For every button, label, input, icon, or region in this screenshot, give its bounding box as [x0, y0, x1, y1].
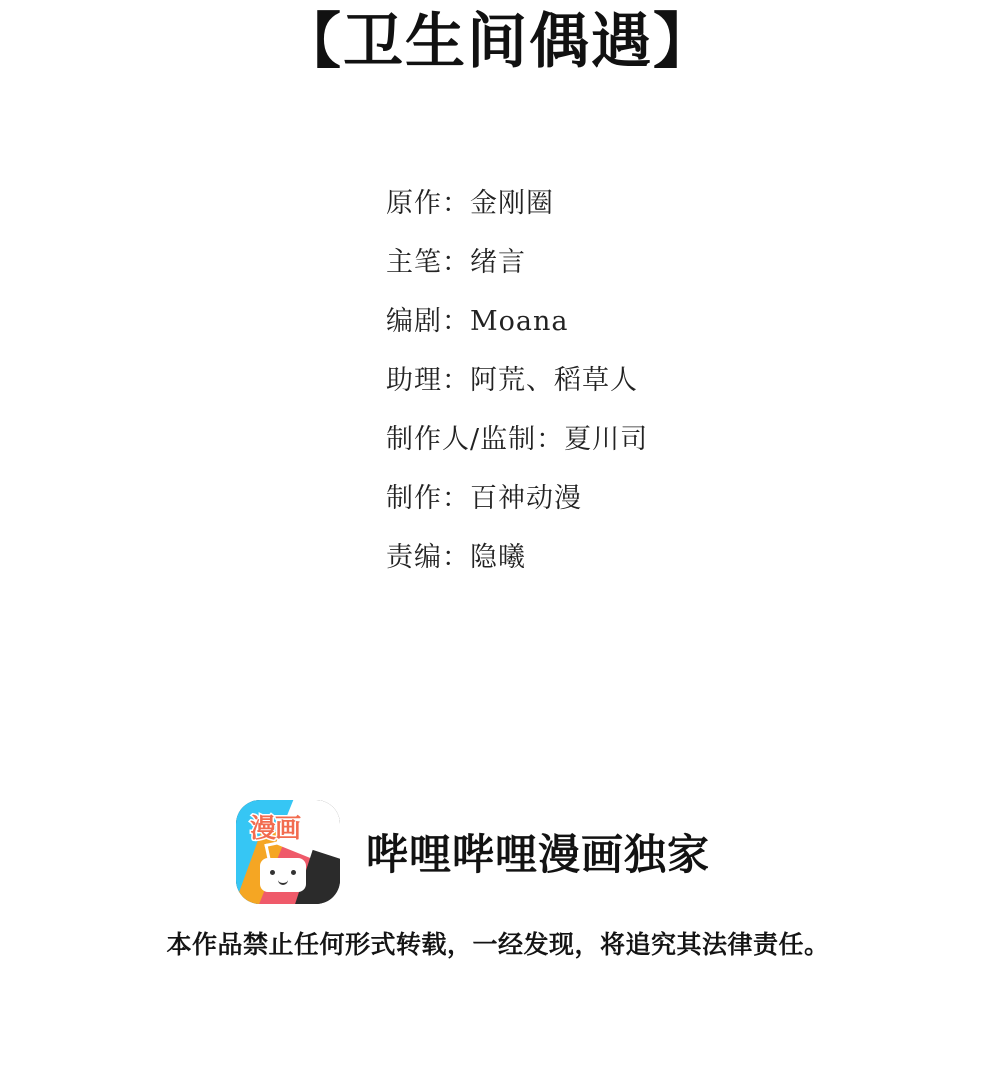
logo-eye-right: [291, 870, 296, 875]
brand-label: 哔哩哔哩漫画独家: [366, 830, 711, 879]
brand-row: [236, 800, 710, 904]
credit-row: 制作人/监制：夏川司: [386, 424, 649, 455]
bilibili-manga-app-icon: [236, 800, 340, 904]
credit-row: 助理：阿荒、稻草人: [386, 365, 638, 396]
logo-mouth: [278, 879, 288, 885]
credit-row: 编剧：Moana: [386, 306, 569, 337]
credit-row: 原作：金刚圈: [386, 188, 554, 219]
logo-eye-left: [270, 870, 275, 875]
credit-row: 责编：隐曦: [386, 542, 526, 573]
copyright-notice: 本作品禁止任何形式转载，一经发现，将追究其法律责任。: [166, 930, 830, 959]
page-title: 【卫生间偶遇】: [281, 7, 715, 77]
logo-mark-text: 漫画: [250, 814, 301, 844]
credit-row: 制作：百神动漫: [386, 483, 582, 514]
credit-row: 主笔：绪言: [386, 247, 526, 278]
logo-face-icon: [260, 858, 306, 892]
credits-list: [386, 190, 946, 603]
